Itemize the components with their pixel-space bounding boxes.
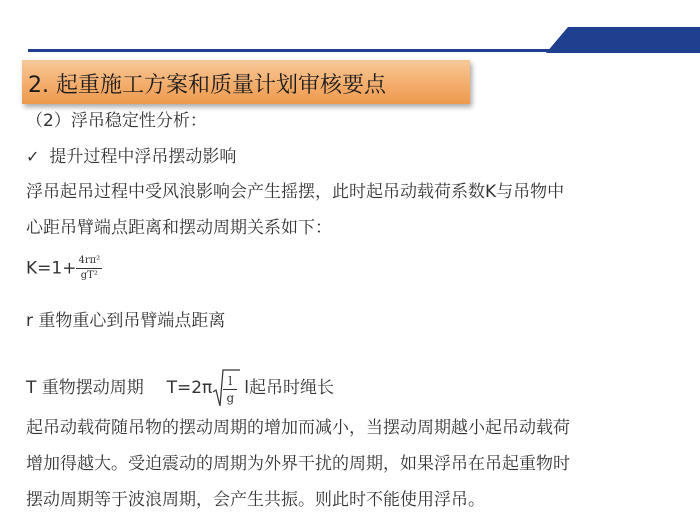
header-accent-shape: [546, 27, 700, 53]
intro-line-1: 浮吊起吊过程中受风浪影响会产生摇摆，此时起吊动载荷系数K与吊物中: [26, 182, 565, 202]
checkmark-icon: ✓: [26, 147, 40, 166]
formula-t-denominator: g: [226, 391, 235, 405]
r-description: r 重物重心到吊臂端点距离: [26, 311, 226, 331]
sqrt-sign-icon: [212, 368, 240, 408]
section-subtitle: （2）浮吊稳定性分析：: [26, 111, 207, 131]
formula-t-lhs: T=2π: [166, 378, 213, 398]
formula-k-fraction: [76, 255, 102, 282]
conclusion-line-3: 摆动周期等于波浪周期，会产生共振。则此时不能使用浮吊。: [26, 490, 485, 510]
formula-k-numerator: 4rπ²: [76, 255, 102, 269]
check-item: [26, 142, 236, 167]
page-title: 2. 起重施工方案和质量计划审核要点: [28, 73, 386, 98]
conclusion-line-1: 起吊动载荷随吊物的摆动周期的增加而减小，当摆动周期越小起吊动载荷: [26, 418, 570, 438]
formula-k: [26, 255, 102, 282]
formula-t-row: [26, 368, 334, 408]
l-description: l起吊时绳长: [244, 378, 335, 398]
t-description: T 重物摆动周期: [26, 378, 144, 398]
intro-line-2: 心距吊臂端点距离和摆动周期关系如下：: [26, 218, 332, 238]
formula-t-numerator: l: [223, 374, 237, 390]
formula-k-lhs: K=1+: [26, 258, 77, 279]
formula-k-denominator: gT²: [80, 270, 98, 281]
title-banner: [22, 60, 470, 104]
check-item-label: 提升过程中浮吊摆动影响: [49, 147, 237, 167]
conclusion-line-2: 增加得越大。受迫震动的周期为外界干扰的周期，如果浮吊在吊起重物时: [26, 454, 570, 474]
